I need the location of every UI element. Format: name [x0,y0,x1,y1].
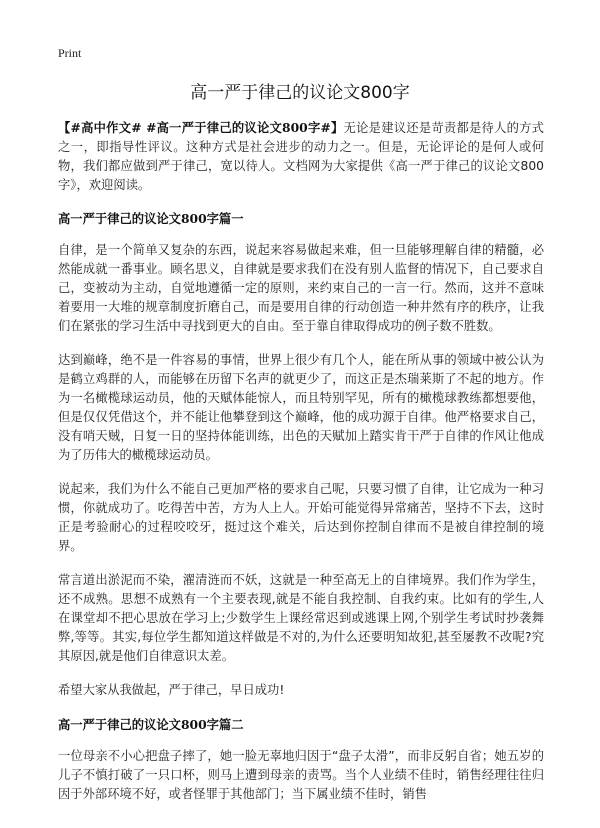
paragraph: 说起来，我们为什么不能自己更加严格的要求自己呢，只要习惯了自律，让它成为一种习惯，你就成功了。吃得苦中苦，方为人上人。开始可能觉得异常痛苦，坚持不下去，这时正是考验耐心的过程咬咬牙，挺过这个难关，后达到你控制自律而不是被自律控制的境界。 [58,482,544,553]
paragraph: 达到巅峰，绝不是一件容易的事情，世界上很少有几个人，能在所从事的领域中被公认为是鹤立鸡群的人，而能够在历留下名声的就更少了，而这正是杰瑞莱斯了不起的地方。作为一名橄榄球运动员，他的天赋体能惊人，而且特别罕见，所有的橄榄球教练都想要他，但是仅仅凭借这个，并不能让他攀登到这个巅峰，他的成功源于自律。他严格要求自己，没有哨天贼，日复一日的坚持体能训练，出色的天赋加上踏实肯干严于自律的作风让他成为了历伟大的橄榄球运动员。 [58,353,544,462]
paragraph: 一位母亲不小心把盘子摔了，她一脸无辜地归因于“盘子太滑”，而非反躬自省；她五岁的儿子不慎打破了一只口杯，则马上遭到母亲的责骂。当个人业绩不佳时，销售经理往往归因于外部环境不好，或者怪罪于其他部门；当下属业绩不佳时，销售 [58,749,544,801]
print-link[interactable]: Print [58,46,82,60]
page-title: 高一严于律己的议论文800字 [190,83,410,103]
section-heading-2: 高一严于律己的议论文800字篇二 [58,717,244,732]
paragraph: 希望大家从我做起，严于律己，早日成功! [58,683,285,697]
article-body [58,118,544,819]
paragraph: 常言道出淤泥而不染，濯清涟而不妖，这就是一种至高无上的自律境界。我们作为学生，还不成熟。思想不成熟有一个主要表现,就是不能自我控制、自我约束。比如有的学生,人在课堂却不把心思放在学习上;少数学生上课经常迟到或逃课上网,个别学生考试时抄袭舞弊,等等。其实,每位学生都知道这样做是不对的,为什么还要明知故犯,甚至屡教不改呢?究其原因,就是他们自律意识太差。 [58,573,544,663]
section-heading-1: 高一严于律己的议论文800字篇一 [58,211,244,226]
article-tags: 【#高中作文# #高一严于律己的议论文800字#】 [58,120,344,135]
intro-paragraph [58,118,544,195]
intro-text: 无论是建议还是苛责都是待人的方式之一，即指导性评议。这种方式是社会进步的动力之一。但是，无论评论的是何人或何物，我们都应做到严于律己，宽以待人。文档网为大家提供《高一严于律己的议论文800字》，欢迎阅读。 [58,121,544,192]
paragraph: 自律，是一个简单又复杂的东西，说起来容易做起来难，但一旦能够理解自律的精髓，必然能成就一番事业。顾名思义，自律就是要求我们在没有别人监督的情况下，自己要求自己，变被动为主动，自觉地遵循一定的原则，来约束自己的一言一行。然而，这并不意味着要用一大堆的规章制度折磨自己，而是要用自律的行动创造一种井然有序的秩序，让我们在紧张的学习生活中寻找到更大的自由。至于靠自律取得成功的例子数不胜数。 [58,243,544,333]
